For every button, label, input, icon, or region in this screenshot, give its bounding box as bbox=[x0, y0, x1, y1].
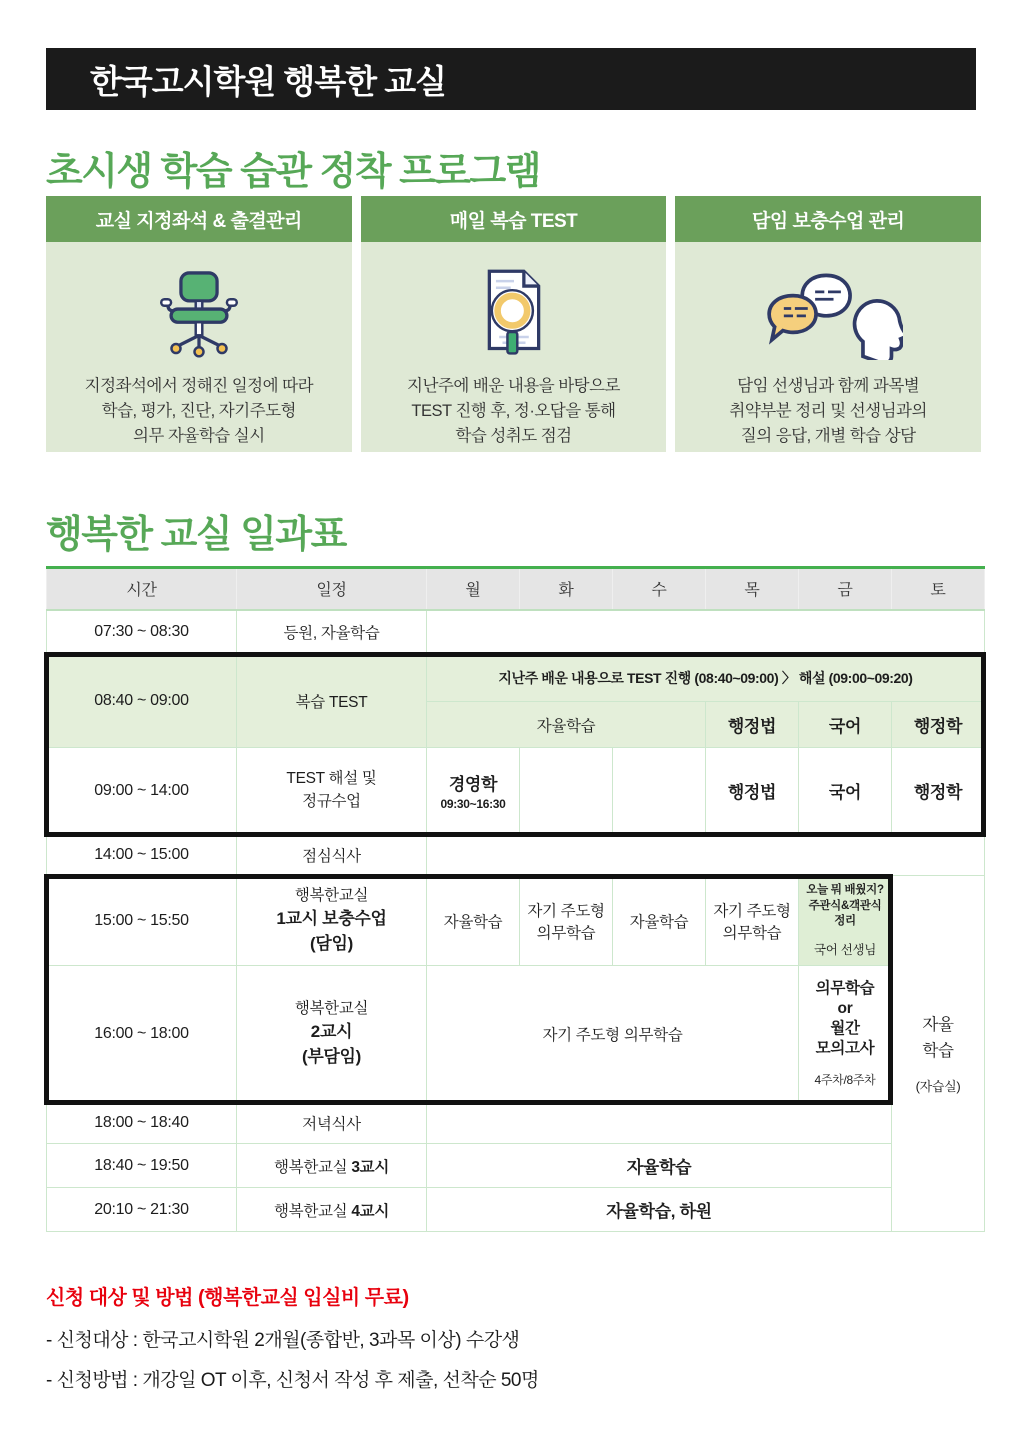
col-header-sat: 토 bbox=[892, 568, 985, 610]
application-notes bbox=[46, 1281, 539, 1405]
label-line: 2교시 bbox=[310, 1022, 353, 1042]
schedule-label-cell bbox=[237, 876, 427, 966]
col-header-schedule: 일정 bbox=[237, 568, 427, 610]
day-cell-mon-fri: 자율학습 bbox=[427, 1144, 892, 1188]
card-header: 교실 지정좌석 & 출결관리 bbox=[46, 196, 352, 242]
fri-line: 오늘 뭐 배웠지? bbox=[806, 884, 884, 897]
time-cell: 09:00 ~ 14:00 bbox=[47, 748, 237, 834]
time-cell: 07:30 ~ 08:30 bbox=[47, 610, 237, 654]
label-bold: 4교시 bbox=[351, 1202, 390, 1220]
day-cell-mon-thu: 자기 주도형 의무학습 bbox=[427, 966, 799, 1102]
schedule-title: 행복한 교실 일과표 bbox=[46, 514, 346, 556]
card-description bbox=[361, 374, 667, 449]
test-banner-cell: 지난주 배운 내용으로 TEST 진행 (08:40~09:00) 〉 해설 (09:00~09:20) bbox=[427, 654, 985, 702]
row-dinner bbox=[47, 1102, 985, 1144]
fri-week-note: 4주차/8주차 bbox=[814, 1073, 876, 1088]
col-header-thu: 목 bbox=[706, 568, 799, 610]
col-header-mon: 월 bbox=[427, 568, 520, 610]
day-cell-sat: 행정학 bbox=[892, 702, 985, 748]
label-prefix: 행복한교실 bbox=[273, 1158, 352, 1176]
label-line: 1교시 보충수업 bbox=[276, 909, 387, 929]
card-line: 지난주에 배운 내용을 바탕으로 bbox=[407, 377, 620, 395]
sat-room: (자습실) bbox=[915, 1079, 961, 1095]
fri-line: 모의고사 bbox=[815, 1040, 875, 1058]
card-daily-test bbox=[361, 196, 667, 452]
note-line: - 신청방법 : 개강일 OT 이후, 신청서 작성 후 제출, 선착순 50명 bbox=[46, 1370, 539, 1391]
time-cell: 15:00 ~ 15:50 bbox=[47, 876, 237, 966]
program-title: 초시생 학습 습관 정착 프로그램 bbox=[46, 151, 540, 193]
row-period3 bbox=[47, 1144, 985, 1188]
label-line: (부담임) bbox=[301, 1046, 362, 1066]
day-cell-fri: 국어 bbox=[799, 702, 892, 748]
time-cell: 16:00 ~ 18:00 bbox=[47, 966, 237, 1102]
sat-line: 학습 bbox=[922, 1042, 954, 1060]
row-arrival bbox=[47, 610, 985, 654]
schedule-table-wrap bbox=[46, 566, 984, 1232]
day-cell-tue bbox=[520, 748, 613, 834]
notes-title: 신청 대상 및 방법 (행복한교실 입실비 무료) bbox=[46, 1287, 409, 1309]
schedule-table bbox=[46, 566, 985, 1232]
schedule-label-cell bbox=[237, 1144, 427, 1188]
row-regular-class bbox=[47, 748, 985, 834]
day-cell-thu: 자기 주도형 의무학습 bbox=[706, 876, 799, 966]
schedule-label-cell: 등원, 자율학습 bbox=[237, 610, 427, 654]
card-header: 매일 복습 TEST bbox=[361, 196, 667, 242]
row-review-test-banner bbox=[47, 654, 985, 702]
card-teacher-management bbox=[675, 196, 981, 452]
label-line: 행복한교실 bbox=[294, 886, 369, 904]
card-seat-attendance bbox=[46, 196, 352, 452]
day-cell-sat-merged bbox=[892, 876, 985, 1232]
col-header-tue: 화 bbox=[520, 568, 613, 610]
day-cell-wed: 자율학습 bbox=[613, 876, 706, 966]
day-cell-fri-special bbox=[799, 876, 892, 966]
card-line: 의무 자율학습 실시 bbox=[132, 427, 265, 446]
banner-title: 한국고시학원 행복한 교실 bbox=[90, 62, 446, 100]
label-line: TEST 해설 및 bbox=[286, 770, 377, 788]
time-cell: 20:10 ~ 21:30 bbox=[47, 1188, 237, 1232]
time-cell: 18:00 ~ 18:40 bbox=[47, 1102, 237, 1144]
schedule-label-cell: 복습 TEST bbox=[237, 654, 427, 748]
card-header: 담임 보충수업 관리 bbox=[675, 196, 981, 242]
row-period4 bbox=[47, 1188, 985, 1232]
card-body bbox=[675, 242, 981, 452]
card-line: 지정좌석에서 정해진 일정에 따라 bbox=[84, 377, 314, 395]
sat-line: 자율 bbox=[922, 1015, 954, 1034]
card-line: TEST 진행 후, 정·오답을 통해 bbox=[411, 402, 616, 421]
day-cell-thu: 행정법 bbox=[706, 702, 799, 748]
card-line: 학습 성취도 점검 bbox=[455, 427, 572, 446]
card-description bbox=[46, 374, 352, 449]
day-cell-mon-wed: 자율학습 bbox=[427, 702, 706, 748]
day-cell-mon bbox=[427, 748, 520, 834]
office-chair-icon bbox=[46, 268, 352, 360]
fri-line: 월간 bbox=[830, 1020, 860, 1037]
schedule-label-cell: 점심식사 bbox=[237, 834, 427, 876]
time-cell: 08:40 ~ 09:00 bbox=[47, 654, 237, 748]
day-cell-mon: 자율학습 bbox=[427, 876, 520, 966]
col-header-time: 시간 bbox=[47, 568, 237, 610]
note-line: - 신청대상 : 한국고시학원 2개월(종합반, 3과목 이상) 수강생 bbox=[46, 1330, 520, 1351]
day-cell-empty bbox=[427, 1102, 892, 1144]
day-cell-fri-special bbox=[799, 966, 892, 1102]
card-line: 학습, 평가, 진단, 자기주도형 bbox=[101, 402, 296, 421]
card-line: 취약부분 정리 및 선생님과의 bbox=[729, 402, 927, 421]
day-cell-empty bbox=[427, 610, 985, 654]
row-period1 bbox=[47, 876, 985, 966]
time-cell: 14:00 ~ 15:00 bbox=[47, 834, 237, 876]
subject-time: 09:30~16:30 bbox=[440, 797, 506, 811]
header-row bbox=[47, 568, 985, 610]
label-prefix: 행복한교실 bbox=[273, 1202, 352, 1220]
card-body bbox=[361, 242, 667, 452]
day-cell-sat: 행정학 bbox=[892, 748, 985, 834]
fri-line: 의무학습 bbox=[815, 979, 875, 997]
subject-label: 경영학 bbox=[448, 775, 498, 794]
conversation-icon bbox=[675, 268, 981, 360]
fri-teacher: 국어 선생님 bbox=[813, 942, 877, 957]
schedule-label-cell bbox=[237, 966, 427, 1102]
row-lunch bbox=[47, 834, 985, 876]
top-banner bbox=[46, 48, 976, 110]
col-header-wed: 수 bbox=[613, 568, 706, 610]
label-bold: 3교시 bbox=[351, 1158, 390, 1176]
row-period2 bbox=[47, 966, 985, 1102]
time-cell: 18:40 ~ 19:50 bbox=[47, 1144, 237, 1188]
day-cell-wed bbox=[613, 748, 706, 834]
day-cell-mon-fri: 자율학습, 하원 bbox=[427, 1188, 892, 1232]
day-cell-empty bbox=[427, 834, 985, 876]
document-magnifier-icon bbox=[361, 268, 667, 360]
label-line: (담임) bbox=[310, 933, 353, 953]
schedule-label-cell bbox=[237, 748, 427, 834]
card-description bbox=[675, 374, 981, 449]
feature-cards bbox=[46, 196, 981, 452]
label-line: 정규수업 bbox=[302, 792, 361, 810]
fri-line: or bbox=[837, 999, 853, 1017]
col-header-fri: 금 bbox=[799, 568, 892, 610]
day-cell-fri: 국어 bbox=[799, 748, 892, 834]
fri-line: 주관식&객관식 bbox=[808, 899, 882, 912]
label-line: 행복한교실 bbox=[294, 999, 369, 1017]
schedule-label-cell bbox=[237, 1188, 427, 1232]
day-cell-tue: 자기 주도형 의무학습 bbox=[520, 876, 613, 966]
card-line: 질의 응답, 개별 학습 상담 bbox=[740, 427, 916, 446]
day-cell-thu: 행정법 bbox=[706, 748, 799, 834]
card-body bbox=[46, 242, 352, 452]
card-line: 담임 선생님과 함께 과목별 bbox=[737, 377, 920, 395]
schedule-label-cell: 저녁식사 bbox=[237, 1102, 427, 1144]
fri-line: 정리 bbox=[834, 915, 856, 928]
